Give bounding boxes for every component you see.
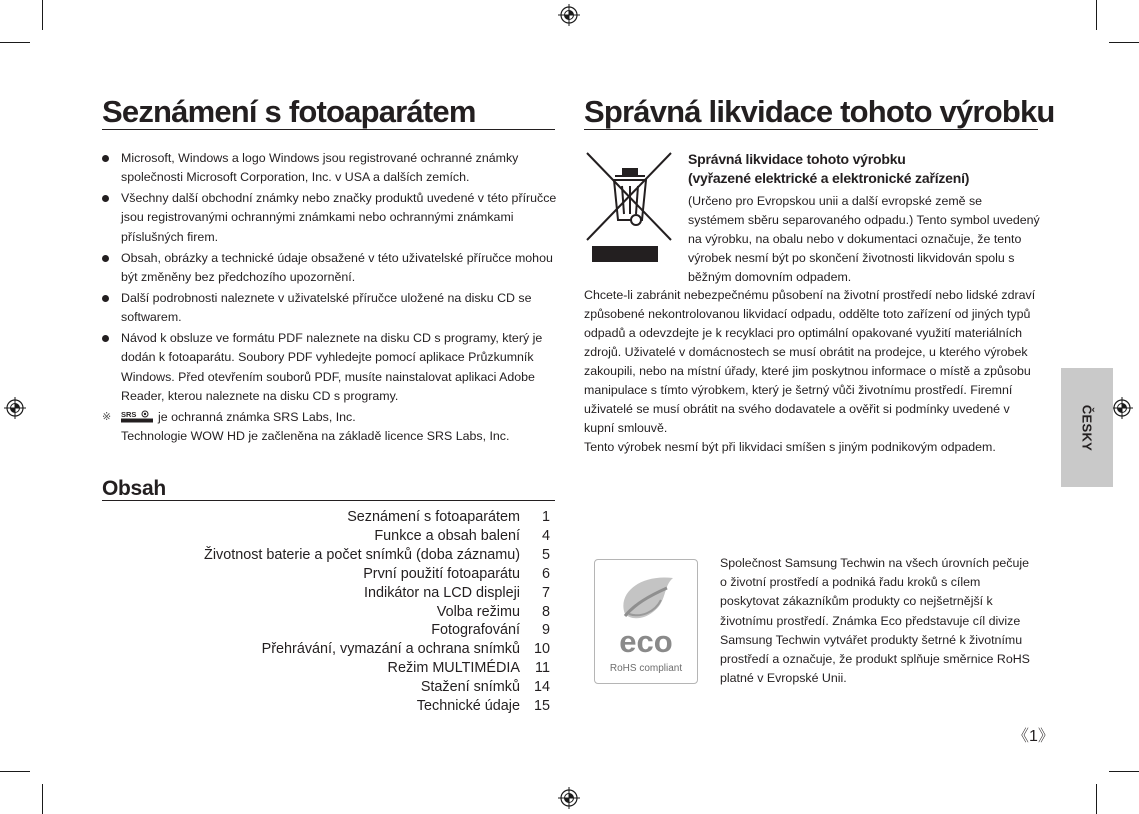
trademark-bullet-list xyxy=(102,149,557,446)
svg-text:SRS: SRS xyxy=(121,409,137,419)
bullet-dot-icon xyxy=(102,255,109,262)
toc-entry[interactable]: Životnost baterie a počet snímků (doba záznamu) 5 xyxy=(204,546,550,563)
disposal-paragraph: Tento výrobek nesmí být při likvidaci smíšen s jiným podnikovým odpadem. xyxy=(584,440,996,454)
toc-entry[interactable]: Přehrávání, vymazání a ochrana snímků 10 xyxy=(261,641,550,658)
left-title-rule xyxy=(102,129,555,130)
toc-entry[interactable]: Stažení snímků 14 xyxy=(420,679,550,696)
weee-bin-icon xyxy=(584,150,674,265)
note-mark: ※ xyxy=(102,410,112,423)
language-tab-label: ČESKY xyxy=(1079,404,1095,451)
crop-mark xyxy=(1096,0,1097,30)
crop-mark xyxy=(1096,784,1097,814)
contents-title: Obsah xyxy=(102,477,166,500)
toc-entry[interactable]: Indikátor na LCD displeji 7 xyxy=(364,584,550,601)
srs-note: ※ SRS je ochranná známka SRS Labs, Inc. Technologie WOW HD je začleněna na základě licence SRS Labs, Inc. xyxy=(102,409,510,444)
language-tab xyxy=(1061,368,1113,487)
contents-rule xyxy=(102,500,555,501)
crop-mark xyxy=(42,0,43,30)
bullet-item: Všechny další obchodní známky nebo značky produktů uvedené v této příručce jsou registrovanými ochrannými známkami nebo ochrannými známkami příslušných firem. xyxy=(102,189,557,247)
bullet-item: Obsah, obrázky a technické údaje obsažené v této uživatelské příručce mohou být změněny bez předchozího upozornění. xyxy=(102,249,557,288)
toc-entry[interactable]: Volba režimu 8 xyxy=(436,603,550,620)
toc-entry[interactable]: První použití fotoaparátu 6 xyxy=(363,565,550,582)
crop-mark xyxy=(42,784,43,814)
disposal-body xyxy=(584,286,1040,457)
registration-mark-icon xyxy=(4,397,26,419)
bullet-dot-icon xyxy=(102,335,109,342)
right-title-rule xyxy=(584,129,1038,130)
toc-entry[interactable]: Funkce a obsah balení 4 xyxy=(374,527,550,544)
toc-entry[interactable]: Fotografování 9 xyxy=(431,622,550,639)
page-number: 《1》 xyxy=(1013,728,1054,745)
toc-entry[interactable]: Seznámení s fotoaparátem 1 xyxy=(347,509,550,525)
registration-mark-icon xyxy=(558,787,580,809)
eco-paragraph: Společnost Samsung Techwin na všech úrovních pečuje o životní prostředí a podniká řadu kroků s cílem poskytovat zákazníkům produkty co nejšetrnější k životnímu prostředí. Známka Eco představuje cíl divize Samsung Techwin vytvářet produkty šetrné k životnímu prostředí a označuje, že produkt splňuje směrnice RoHS platné v Evropské Unii. xyxy=(720,556,1030,686)
crop-mark xyxy=(1109,771,1139,772)
toc-entry[interactable]: Technické údaje 15 xyxy=(416,698,550,715)
disposal-intro-paragraph: (Určeno pro Evropskou unii a další evropské země se systémem sběru separovaného odpadu.) Tento symbol uvedený na výrobku, na obalu nebo v dokumentaci označuje, že tento výrobek nesmí být po skončení životnosti likvidován spolu s běžným domovním odpadem. xyxy=(688,194,1040,284)
disposal-subheading: Správná likvidace tohoto výrobku (vyřazené elektrické a elektronické zařízení) xyxy=(688,151,970,186)
left-page-title: Seznámení s fotoaparátem xyxy=(102,94,476,129)
right-page-title: Správná likvidace tohoto výrobku xyxy=(584,94,1055,129)
table-of-contents xyxy=(150,508,550,716)
bullet-item: Návod k obsluze ve formátu PDF naleznete na disku CD s programy, který je dodán k fotoaparátu. Soubory PDF vyhledejte pomocí aplikace Průzkumník Windows. Před otevřením souborů PDF, musíte nainstalovat aplikaci Adobe Reader, kterou naleznete na disku CD s programy. xyxy=(102,329,557,406)
svg-text:eco: eco xyxy=(619,624,673,659)
bullet-dot-icon xyxy=(102,295,109,302)
srs-logo-icon xyxy=(121,410,155,423)
svg-text:RoHS compliant: RoHS compliant xyxy=(609,663,683,674)
registration-mark-icon xyxy=(558,4,580,26)
crop-mark xyxy=(0,42,30,43)
eco-rohs-logo-icon xyxy=(594,559,698,684)
disposal-paragraph: Chcete-li zabránit nebezpečnému působení na životní prostředí nebo lidské zdraví způsobené nekontrolovanou likvidací odpadu, oddělte toto zařízení od jiných typů odpadů a odevzdejte je k recyklaci pro optimální opakované využití materiálních zdrojů. Uživatelé v domácnostech se musí obrátit na prodejce, u kterého výrobek zakoupili, nebo na místní úřady, které jim poskytnou informace o místě a způsobu manipulace s tímto výrobkem, který je šetrný vůči životnímu prostředí. Firemní uživatelé se musí obrátit na svého dodavatele a ověřit si podmínky uvedené v kupní smlouvě. xyxy=(584,288,1036,435)
bullet-dot-icon xyxy=(102,195,109,202)
crop-mark xyxy=(1109,42,1139,43)
toc-entry[interactable]: Režim MULTIMÉDIA 11 xyxy=(387,660,550,677)
bullet-item: Další podrobnosti naleznete v uživatelské příručce uložené na disku CD se softwarem. xyxy=(102,289,557,328)
registration-mark-icon xyxy=(1111,397,1133,419)
bullet-item: Microsoft, Windows a logo Windows jsou registrované ochranné známky společnosti Microsoft Corporation, Inc. v USA a dalších zemích. xyxy=(102,149,557,188)
bullet-dot-icon xyxy=(102,155,109,162)
crop-mark xyxy=(0,771,30,772)
